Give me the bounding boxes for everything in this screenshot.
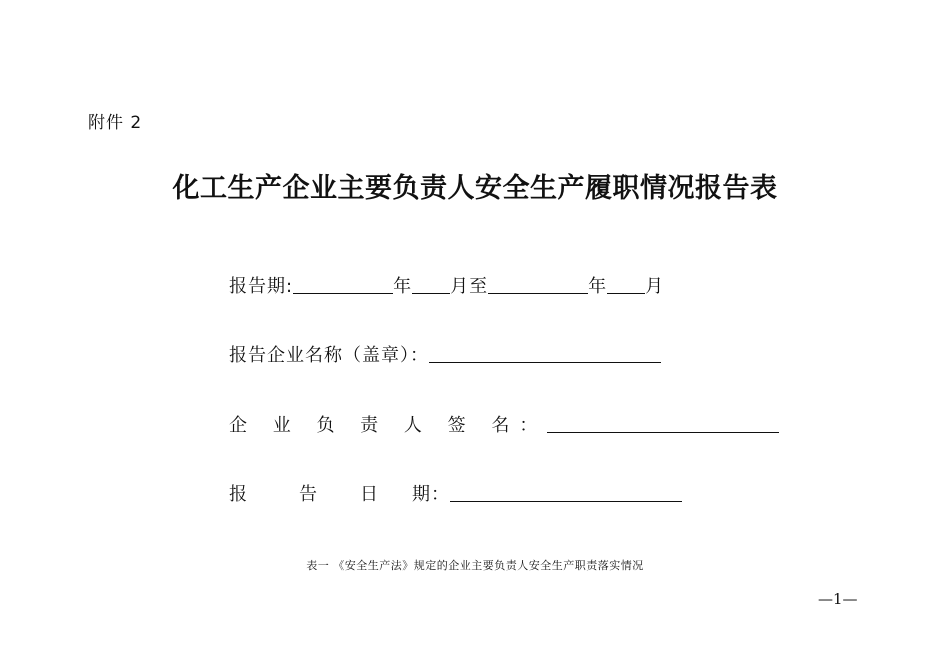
start-year-unit: 年	[393, 276, 413, 297]
page-title: 化工生产企业主要负责人安全生产履职情况报告表	[172, 173, 778, 204]
report-period-row	[229, 272, 664, 298]
report-date-char-2: 告	[299, 484, 318, 505]
start-month-to-label: 月至	[450, 276, 489, 297]
report-date-char-4: 期：	[412, 484, 450, 505]
start-month-blank[interactable]	[412, 292, 450, 294]
report-date-char-3: 日	[360, 484, 379, 505]
attachment-label: 附件 2	[88, 113, 143, 133]
end-month-unit: 月	[645, 276, 665, 297]
company-name-row	[229, 341, 661, 367]
company-name-label: 报告企业名称（盖章）：	[229, 345, 429, 366]
signer-blank[interactable]	[547, 431, 779, 433]
end-year-unit: 年	[588, 276, 608, 297]
report-date-row	[229, 480, 682, 506]
page-number: —1—	[818, 590, 858, 608]
table-caption: 表一 《安全生产法》规定的企业主要负责人安全生产职责落实情况	[306, 559, 644, 572]
end-month-blank[interactable]	[607, 292, 645, 294]
signer-label: 企 业 负 责 人 签 名：	[229, 415, 548, 436]
report-period-label: 报告期:	[229, 276, 294, 297]
report-date-blank[interactable]	[450, 500, 682, 502]
company-name-blank[interactable]	[429, 361, 661, 363]
report-date-char-1: 报	[229, 484, 248, 505]
signer-row	[229, 411, 779, 437]
end-year-blank[interactable]	[488, 292, 588, 294]
start-year-blank[interactable]	[293, 292, 393, 294]
